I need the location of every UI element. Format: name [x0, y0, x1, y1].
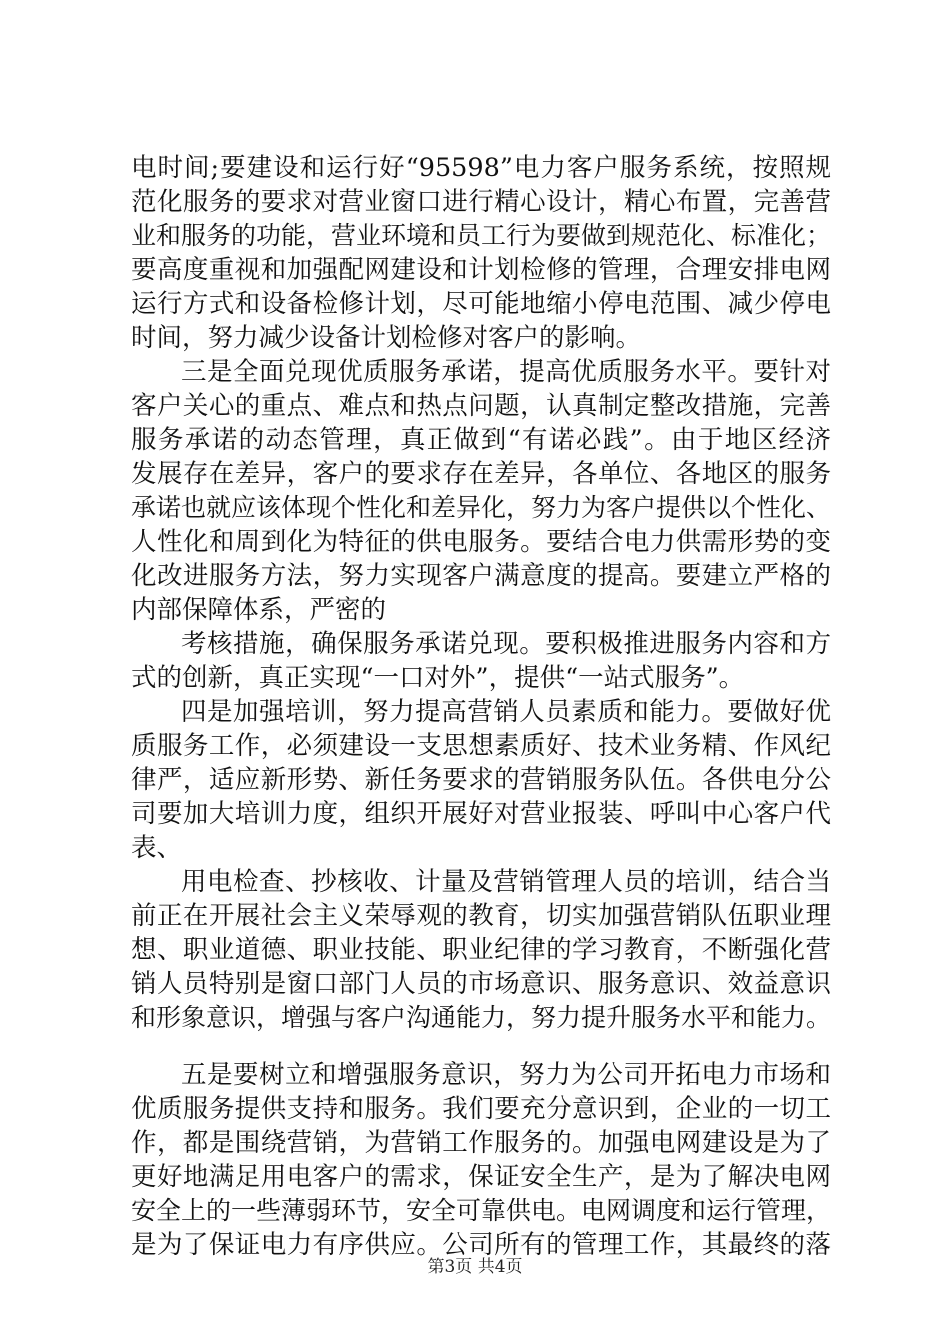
- text-line: 内部保障体系，严密的: [131, 595, 387, 625]
- paragraph-start-line: 四是加强培训，努力提高营销人员素质和能力。要做好优: [181, 697, 831, 727]
- text-line: 时间，努力减少设备计划检修对客户的影响。: [131, 323, 642, 353]
- text-line: 要高度重视和加强配网建设和计划检修的管理，合理安排电网: [131, 255, 831, 285]
- paragraph-start-line: 用电检查、抄核收、计量及营销管理人员的培训，结合当: [181, 867, 831, 897]
- paragraph-start-line: 考核措施，确保服务承诺兑现。要积极推进服务内容和方: [181, 629, 831, 659]
- paragraph-start-line: 五是要树立和增强服务意识，努力为公司开拓电力市场和: [181, 1060, 831, 1090]
- page-number-footer: 第3页 共4页: [427, 1257, 523, 1277]
- paragraph-start-line: 三是全面兑现优质服务承诺，提高优质服务水平。要针对: [181, 357, 831, 387]
- text-line: 律严，适应新形势、新任务要求的营销服务队伍。各供电分公: [131, 765, 831, 795]
- text-line: 发展存在差异，客户的要求存在差异，各单位、各地区的服务: [131, 459, 831, 489]
- text-line: 优质服务提供支持和服务。我们要充分意识到，企业的一切工: [131, 1094, 831, 1124]
- text-line: 前正在开展社会主义荣辱观的教育，切实加强营销队伍职业理: [131, 901, 831, 931]
- text-line: 质服务工作，必须建设一支思想素质好、技术业务精、作风纪: [131, 731, 831, 761]
- text-line: 式的创新，真正实现“一口对外”，提供“一站式服务”。: [131, 663, 745, 693]
- text-line: 司要加大培训力度，组织开展好对营业报装、呼叫中心客户代: [131, 799, 831, 829]
- text-line: 作，都是围绕营销，为营销工作服务的。加强电网建设是为了: [131, 1128, 831, 1158]
- text-line: 客户关心的重点、难点和热点问题，认真制定整改措施，完善: [131, 391, 831, 421]
- text-line: 是为了保证电力有序供应。公司所有的管理工作，其最终的落: [131, 1230, 831, 1260]
- text-line: 表、: [131, 833, 183, 863]
- text-line: 安全上的一些薄弱环节，安全可靠供电。电网调度和运行管理，: [131, 1196, 832, 1225]
- text-line: 业和服务的功能，营业环境和员工行为要做到规范化、标准化；: [131, 221, 832, 250]
- text-line: 和形象意识，增强与客户沟通能力，努力提升服务水平和能力。: [131, 1003, 832, 1032]
- text-line: 销人员特别是窗口部门人员的市场意识、服务意识、效益意识: [131, 969, 831, 999]
- text-line: 运行方式和设备检修计划，尽可能地缩小停电范围、减少停电: [131, 289, 831, 319]
- text-line: 化改进服务方法，努力实现客户满意度的提高。要建立严格的: [131, 561, 831, 591]
- text-line: 想、职业道德、职业技能、职业纪律的学习教育，不断强化营: [131, 935, 831, 965]
- text-line: 范化服务的要求对营业窗口进行精心设计，精心布置，完善营: [131, 187, 831, 217]
- text-line: 服务承诺的动态管理，真正做到“有诺必践”。由于地区经济: [131, 425, 831, 455]
- text-line: 电时间;要建设和运行好“95598”电力客户服务系统，按照规: [131, 153, 831, 183]
- text-line: 承诺也就应该体现个性化和差异化，努力为客户提供以个性化、: [131, 493, 832, 522]
- text-line: 更好地满足用电客户的需求，保证安全生产，是为了解决电网: [131, 1162, 831, 1192]
- text-line: 人性化和周到化为特征的供电服务。要结合电力供需形势的变: [131, 527, 831, 557]
